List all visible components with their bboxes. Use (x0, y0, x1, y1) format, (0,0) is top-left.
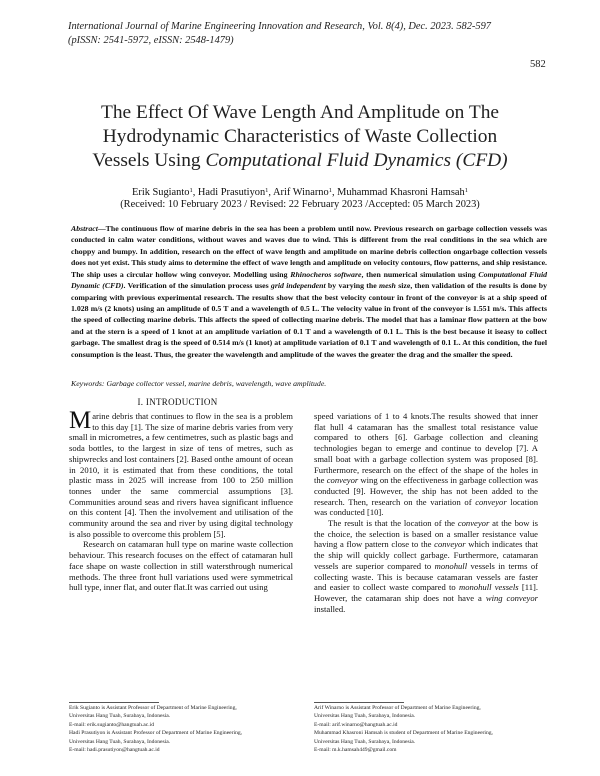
author-name: Erik Sugianto (132, 187, 190, 198)
author-affiliation-mark: 1 (265, 187, 269, 194)
abstract-text: . Verification of the simulation process uses (123, 281, 271, 291)
footnote-line: Erik Sugianto is Assistant Professor of Department of Marine Engineering, (69, 705, 237, 711)
title-line-1: The Effect Of Wave Length And Amplitude on The (100, 102, 499, 123)
footnote-line: Universitas Hang Tuah, Surabaya, Indonesia. (314, 713, 416, 720)
footnote-email: E-mail: arif.winarno@hangtuah.ac.id (314, 721, 398, 728)
title-line-3-text: Vessels Using (92, 150, 206, 171)
body-italic: wing conveyor (485, 592, 539, 603)
footnote-line: Universitas Hang Tuah, Surabaya, Indonesia. (69, 738, 171, 745)
body-column-right (314, 411, 538, 614)
abstract-text: , then numerical simulation using (361, 269, 479, 279)
author-name: Arif Winarno (273, 187, 329, 198)
body-text: which indicates that the ship will quickly collect garbage. Furthermore, catamaran vessels are superior compared to (314, 539, 538, 571)
footnote-line: Universitas Hang Tuah, Surabaya, Indonesia. (69, 713, 171, 720)
abstract-text: by varying the (325, 281, 379, 291)
author-separator: , (331, 187, 338, 198)
footnote-email: E-mail: m.k.hamsah449@gmail.com (314, 747, 397, 754)
author-name: Hadi Prasutiyon (197, 187, 266, 198)
body-paragraph (314, 518, 538, 614)
title-line-2: Hydrodynamic Characteristics of Waste Collection (102, 126, 498, 147)
footnote-email: E-mail: hadi.prasutiyon@hangtuah.ac.id (69, 747, 160, 754)
footnotes-right (314, 704, 546, 754)
body-text: arine debris that continues to flow in the sea is a problem to this day [1]. The size of marine debris varies from very small in micrometres, a few centimetres, such as plastic bags and soda bottles, to the largest in size of tens of metres, such as shipwrecks and lost containers [2]. Based onthe amount of ocean in 2010, it is estimated that from these conditions, the total plastic mass in 2025 will increase from 100 to 250 million tonnes under the same commercial assumptions [3]. Communities around seas and rivers havea significant influence on this content [4]. Then the involvement and utilisation of the community around the sea and river by using digital technology is also possible to overcome this problem [5]. (69, 411, 293, 539)
author-affiliation-mark: 1 (328, 187, 332, 194)
footnote-email: E-mail: erik.sugianto@hangtuah.ac.id (69, 721, 154, 728)
body-paragraph: Research on catamaran hull type on marine waste collection behaviour. This research focuses on the effect of catamaran hull face shape on waste collection in still watersthrough numerical methods. The three front hull variations used were symmetrical hull type, inner flat, and outer flat.It was carried out using (69, 539, 293, 593)
body-column-left (69, 407, 293, 593)
body-text: speed variations of 1 to 4 knots.The results showed that inner flat hull 4 catamaran has the smallest total resistance value compared to others [6]. Garbage collection and cleaning technologies began to emerge and continue to develop [7]. A small boat with a garbage collection system was proposed [8]. Furthermore, research on the effect of the shape of the holes in the (314, 411, 538, 486)
submission-dates: (Received: 10 February 2023 / Revised: 22 February 2023 /Accepted: 05 March 2023) (120, 199, 480, 210)
abstract-text: size, then validation of the results is done by comparing with previous experimental research. The results show that the best velocity contour in front of the conveyor is at a ship speed of 1.028 m/s (2 knots) using an amplitude of 0.5 T and a wavelength of 0.5 L. The velocity value in front of the conveyor is 1.551 m/s. This affects the speed of collecting marine debris. This affects the speed of collecting marine debris. The model that has a laminar flow pattern at the bow and at the stern is a speed of 1 knot at an amplitude variation of 0.1 T and a wavelength of 0.1 L. This is the best because it iseasy to collect garbage. The smallest drag is the speed of 0.514 m/s (1 knot) at amplitude variation of 0.1 T and wavelength of 0.1 L. At this condition, the fuel consumption is the least. Thus, the greater the wavelength and amplitude of the waves the greater the drag and the smaller the speed. (71, 281, 548, 359)
body-italic: conveyor (475, 496, 507, 507)
keywords (71, 378, 547, 389)
title-line-3 (60, 149, 540, 173)
journal-issn: (pISSN: 2541-5972, eISSN: 2548-1479) (68, 35, 234, 46)
abstract-italic: Rhinocheros software (290, 269, 362, 279)
abstract-dash: — (97, 224, 106, 233)
author-name: Muhammad Khasroni Hamsah (337, 187, 465, 198)
footnotes-left (69, 704, 301, 754)
keywords-text: Garbage collector vessel, marine debris, wavelength, wave amplitude. (106, 379, 327, 388)
footnote-line: Muhammad Khasroni Hamsah is student of Department of Marine Engineering, (314, 730, 493, 737)
author-separator: , (192, 187, 198, 198)
author-affiliation-mark: 1 (464, 187, 468, 194)
paper-title (60, 101, 540, 173)
section-heading: I. INTRODUCTION (137, 397, 218, 407)
body-text: installed. (314, 603, 346, 614)
abstract (71, 223, 547, 360)
abstract-italic: mesh (379, 281, 396, 291)
abstract-italic: Computational Fluid Dynamic (CFD) (71, 269, 548, 291)
title-line-3-italic: Computational Fluid Dynamics (CFD) (205, 150, 508, 171)
body-italic: monohull vessels (459, 582, 519, 593)
body-text: location was conducted [10]. (314, 496, 538, 518)
body-italic: conveyor (434, 539, 466, 550)
page-number: 582 (530, 59, 546, 70)
body-paragraph (69, 407, 293, 539)
body-text: vessels in terms of collecting waste. This is because catamaran vessels are faster and easier to collect waste compared to (314, 560, 538, 593)
body-text: at the bow is the choice, the selection is based on a smaller resistance value having a flow pattern close to the (314, 518, 538, 550)
abstract-label: Abstract (71, 224, 98, 233)
body-text: The result is that the location of the (328, 518, 458, 529)
keywords-label: Keywords: (71, 379, 105, 388)
abstract-italic: grid independent (270, 281, 326, 291)
body-text: [11]. However, the catamaran ship does not have a (314, 582, 539, 603)
footnote-line: Universitas Hang Tuah, Surabaya, Indonesia. (314, 738, 416, 745)
body-italic: monohull (434, 560, 468, 571)
body-italic: conveyor (326, 475, 359, 486)
drop-cap: M (69, 407, 92, 434)
footnote-divider (69, 702, 159, 703)
body-italic: conveyor (457, 518, 490, 529)
journal-header (68, 20, 538, 48)
author-affiliation-mark: 1 (189, 187, 193, 194)
footnote-divider (314, 702, 404, 703)
footnote-line: Hadi Prasutiyon is Assistant Professor of Department of Marine Engineering, (69, 730, 243, 737)
body-text: wing on the effectiveness in garbage collection was conducted [9]. However, the ship has not been added to the research. Then, research on the variation of (314, 475, 538, 507)
author-separator: , (268, 187, 274, 198)
footnote-line: Arif Winarno is Assistant Professor of Department of Marine Engineering, (314, 705, 481, 711)
body-paragraph (314, 411, 538, 518)
journal-citation: International Journal of Marine Engineering Innovation and Research, Vol. 8(4), Dec. 2023. 582-597 (68, 21, 491, 32)
abstract-text: The continuous flow of marine debris in the sea has been a problem until now. Previous research on garbage collection vessels was conducted in calm water conditions, without waves and waves due to wind. This is different from the real conditions in the sea which are choppy and bumpy. In addition, research on the effect of wave length and amplitude on marine debris collection ongarbage collection vessels does not yet exist. This study aims to determine the effect of wave length and amplitude on velocity contours, flow patterns, and ship resistance. The ship uses a circular hollow wing conveyor. Modelling using (71, 224, 547, 279)
